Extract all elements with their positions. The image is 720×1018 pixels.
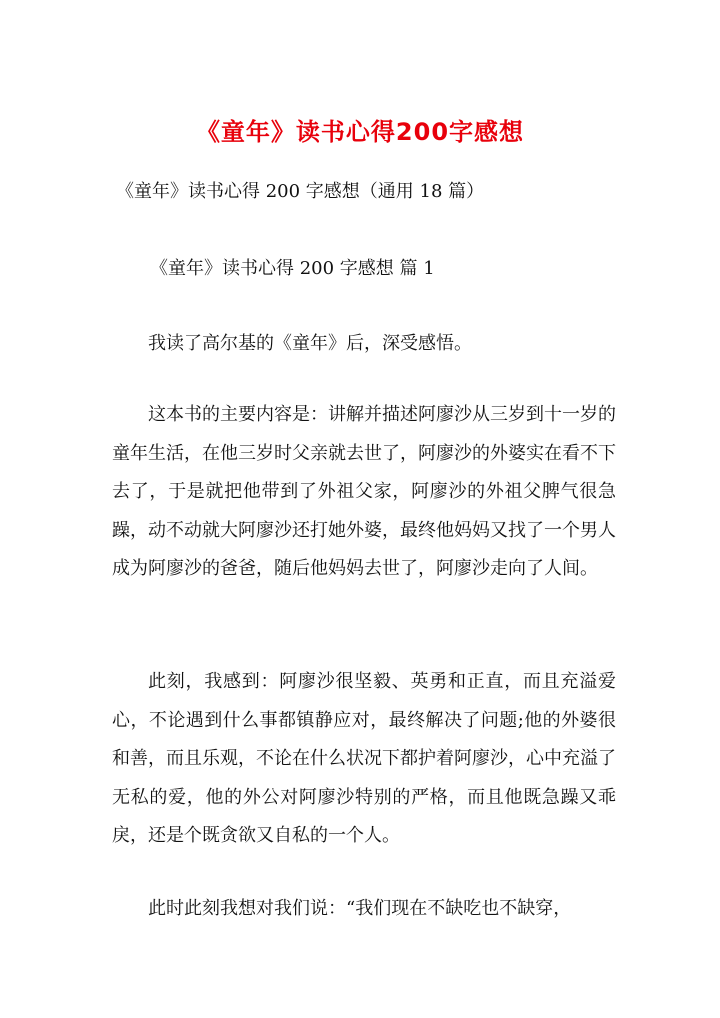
paragraph-4: 此时此刻我想对我们说：“我们现在不缺吃也不缺穿， — [148, 898, 572, 919]
section-heading: 《童年》读书心得 200 字感想 篇 1 — [150, 258, 435, 279]
document-subtitle: 《童年》读书心得 200 字感想（通用 18 篇） — [116, 181, 485, 202]
paragraph-1: 我读了高尔基的《童年》后，深受感悟。 — [148, 333, 472, 354]
paragraph-3: 此刻，我感到：阿廖沙很坚毅、英勇和正直，而且充溢爱心，不论遇到什么事都镇静应对，最终解决了问题;他的外婆很和善，而且乐观，不论在什么状况下都护着阿廖沙，心中充溢了无私的爱，他的外公对阿廖沙特别的严格，而且他既急躁又乖戾，还是个既贪欲又自私的一个人。 — [112, 671, 616, 846]
paragraph-2: 这本书的主要内容是：讲解并描述阿廖沙从三岁到十一岁的童年生活，在他三岁时父亲就去世了，阿廖沙的外婆实在看不下去了，于是就把他带到了外祖父家，阿廖沙的外祖父脾气很急躁，动不动就大阿廖沙还打她外婆，最终他妈妈又找了一个男人成为阿廖沙的爸爸，随后他妈妈去世了，阿廖沙走向了人间。 — [112, 404, 616, 579]
document-title: 《童年》读书心得200字感想 — [195, 118, 525, 146]
